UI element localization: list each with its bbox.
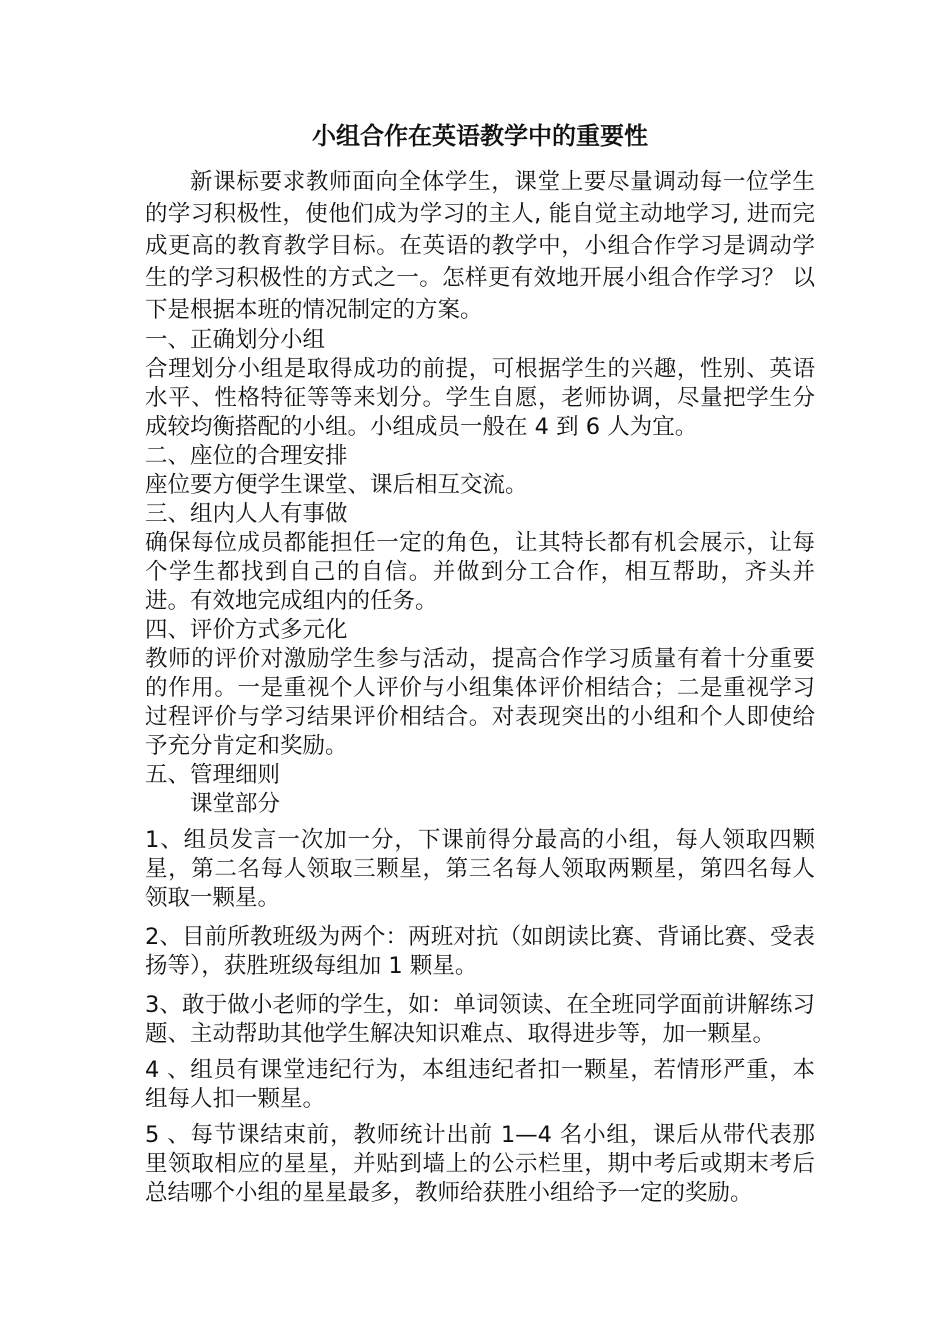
section-body-1: 合理划分小组是取得成功的前提，可根据学生的兴趣，性别、英语水平、性格特征等等来划分。学生自愿，老师协调，尽量把学生分成较均衡搭配的小组。小组成员一般在 4 到 6 人为宜。 [145,356,815,440]
rule-item-3: 3、敢于做小老师的学生，如：单词领读、在全班同学面前讲解练习题、主动帮助其他学生解决知识难点、取得进步等，加一颗星。 [145,992,815,1047]
rule-item-2: 2、目前所教班级为两个：两班对抗（如朗读比赛、背诵比赛、受表扬等），获胜班级每组加 1 颗星。 [145,924,815,979]
section-heading-1: 一、正确划分小组 [145,327,326,353]
rule-item-4: 4 、组员有课堂违纪行为，本组违纪者扣一颗星，若情形严重，本组每人扣一颗星。 [145,1057,815,1112]
section-body-4: 教师的评价对激励学生参与活动，提高合作学习质量有着十分重要的作用。一是重视个人评价与小组集体评价相结合；二是重视学习过程评价与学习结果评价相结合。对表现突出的小组和个人即使给予充分肯定和奖励。 [145,646,815,759]
section-heading-4: 四、评价方式多元化 [145,617,348,643]
rule-item-5: 5 、每节课结束前，教师统计出前 1—4 名小组，课后从带代表那里领取相应的星星，并贴到墙上的公示栏里，期中考后或期末考后总结哪个小组的星星最多，教师给获胜小组给予一定的奖励。 [145,1122,815,1206]
intro-paragraph: 新课标要求教师面向全体学生，课堂上要尽量调动每一位学生的学习积极性，使他们成为学习的主人, 能自觉主动地学习, 进而完成更高的教育教学目标。在英语的教学中，小组合作学习是调动学生的学习积极性的方式之一。怎样更有效地开展小组合作学习？ 以下是根据本班的情况制定的方案。 [145,169,815,323]
section-heading-2: 二、座位的合理安排 [145,443,348,469]
section-subheading-classroom: 课堂部分 [190,791,281,817]
document-body [145,166,815,1208]
rule-item-1: 1、组员发言一次加一分，下课前得分最高的小组，每人领取四颗星，第二名每人领取三颗星，第三名每人领取两颗星，第四名每人领取一颗星。 [145,827,815,911]
section-body-3: 确保每位成员都能担任一定的角色，让其特长都有机会展示，让每个学生都找到自己的自信。并做到分工合作，相互帮助，齐头并进。有效地完成组内的任务。 [145,530,815,614]
section-heading-3: 三、组内人人有事做 [145,501,348,527]
document-title: 小组合作在英语教学中的重要性 [312,122,648,150]
section-heading-5: 五、管理细则 [145,762,281,788]
section-body-2: 座位要方便学生课堂、课后相互交流。 [145,472,528,498]
